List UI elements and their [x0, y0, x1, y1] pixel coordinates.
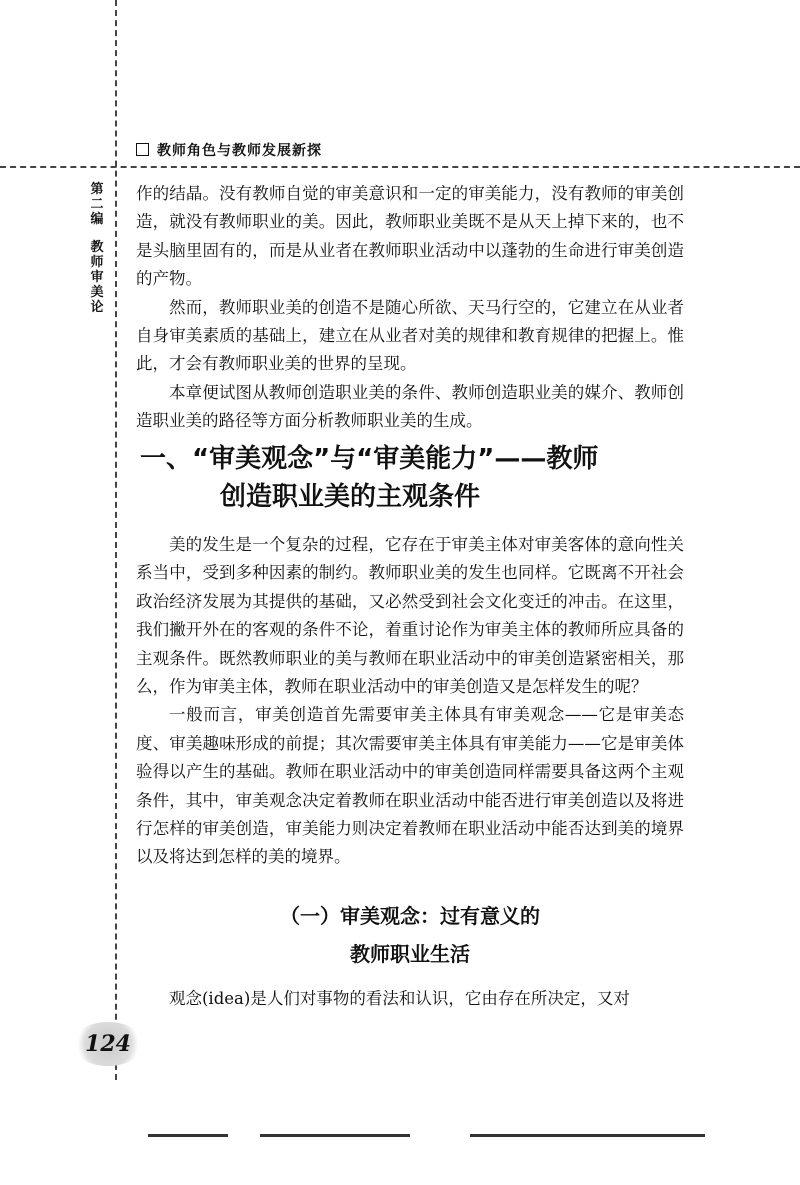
- running-header-title: 教师角色与教师发展新探: [157, 143, 322, 159]
- scan-artifact-line: [470, 1134, 705, 1137]
- section-heading-line-2: 创造职业美的主观条件: [220, 482, 481, 512]
- body-text-top: [136, 180, 684, 436]
- header-dashed-horizontal-line: [0, 166, 800, 168]
- subsection-heading: [140, 897, 680, 973]
- subsection-heading-line-2: 教师职业生活: [350, 942, 470, 966]
- scan-artifact-line: [260, 1134, 410, 1137]
- square-bullet-icon: [136, 143, 149, 156]
- side-part-label: 第二编: [90, 182, 104, 227]
- section-heading-line-1: 一、“审美观念”与“审美能力”——教师: [140, 444, 599, 474]
- subsection-heading-line-1: （一）审美观念：过有意义的: [280, 904, 540, 928]
- paragraph: 然而，教师职业美的创造不是随心所欲、天马行空的，它建立在从业者自身审美素质的基础上，建立在从业者对美的规律和教育规律的把握上。惟此，才会有教师职业美的世界的呈现。: [136, 297, 684, 374]
- margin-dashed-vertical-line: [115, 0, 117, 1080]
- side-section-label: 教师审美论: [90, 240, 104, 315]
- paragraph: 一般而言，审美创造首先需要审美主体具有审美观念——它是审美态度、审美趣味形成的前提；其次需要审美主体具有审美能力——它是审美体验得以产生的基础。教师在职业活动中的审美创造同样需要具备这两个主观条件，其中，审美观念决定着教师在职业活动中能否进行审美创造以及将进行怎样的审美创造，审美能力则决定着教师在职业活动中能否达到美的境界以及将达到怎样的美的境界。: [136, 705, 684, 867]
- paragraph: 作的结晶。没有教师自觉的审美意识和一定的审美能力，没有教师的审美创造，就没有教师职业的美。因此，教师职业美既不是从天上掉下来的，也不是头脑里固有的，而是从业者在教师职业活动中以蓬勃的生命进行审美创造的产物。: [136, 184, 684, 289]
- paragraph: 本章便试图从教师创造职业美的条件、教师创造职业美的媒介、教师创造职业美的路径等方面分析教师职业美的生成。: [136, 382, 684, 431]
- paragraph: 观念(idea)是人们对事物的看法和认识，它由存在所决定，又对: [169, 989, 630, 1008]
- page-number: 124: [72, 1022, 144, 1066]
- body-text-middle: [136, 531, 684, 872]
- paragraph: 美的发生是一个复杂的过程，它存在于审美主体对审美客体的意向性关系当中，受到多种因素的制约。教师职业美的发生也同样。它既离不开社会政治经济发展为其提供的基础，又必然受到社会文化变迁的冲击。在这里，我们撇开外在的客观的条件不论，着重讨论作为审美主体的教师所应具备的主观条件。既然教师职业的美与教师在职业活动中的审美创造紧密相关，那么，作为审美主体，教师在职业活动中的审美创造又是怎样发生的呢？: [136, 535, 684, 697]
- scan-artifact-line: [148, 1134, 228, 1137]
- running-header: [136, 140, 322, 160]
- body-text-bottom: [136, 985, 684, 1013]
- section-heading: [140, 440, 680, 516]
